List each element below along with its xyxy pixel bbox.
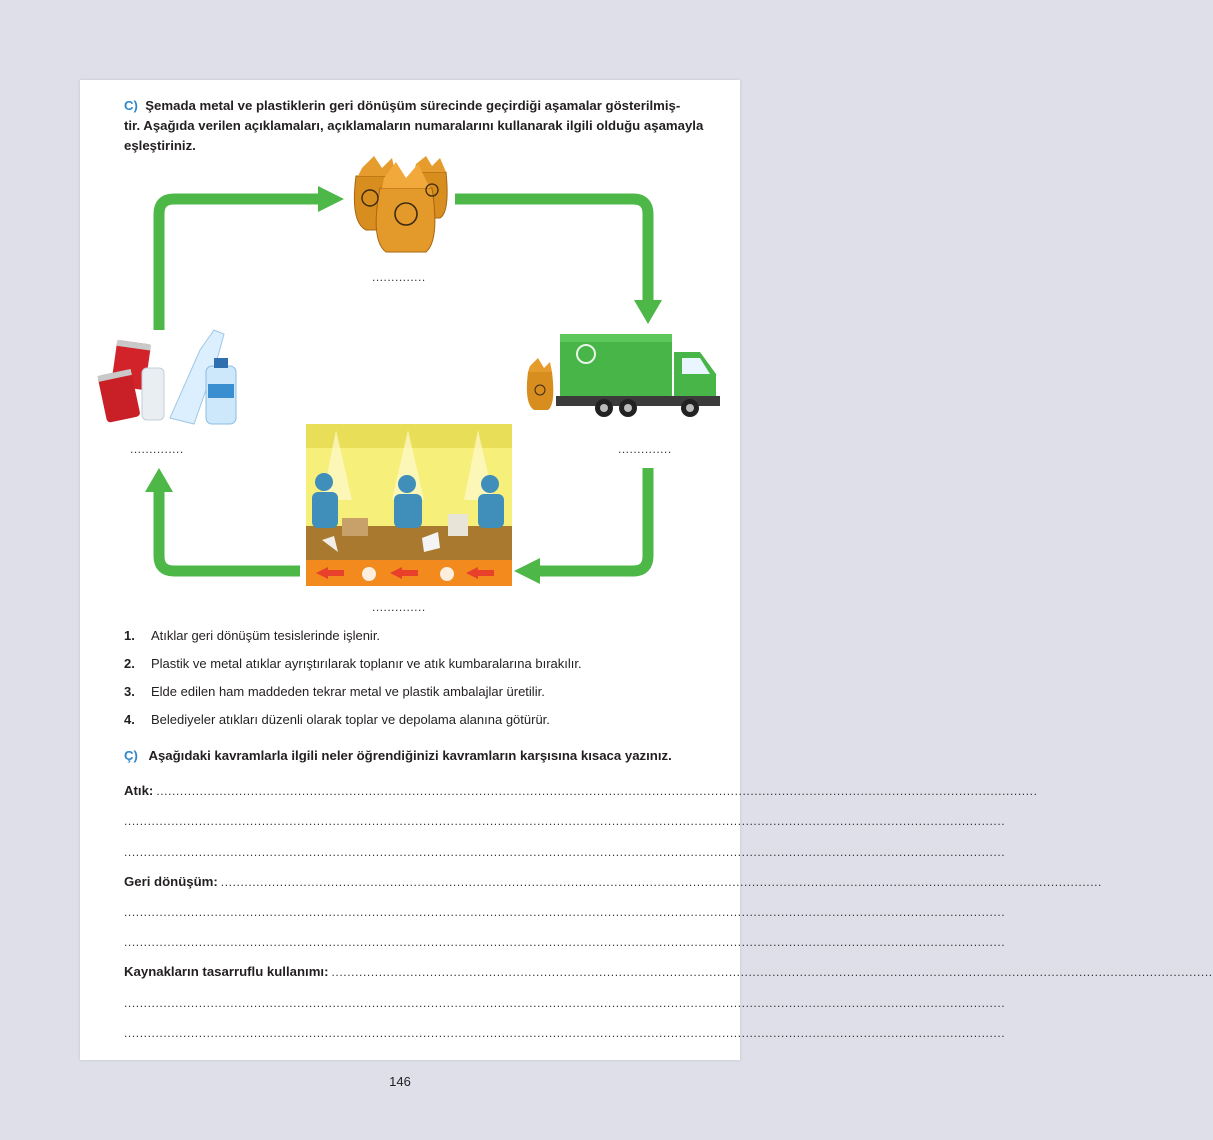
kaynak-label: Kaynakların tasarruflu kullanımı: (124, 964, 329, 979)
list-item (124, 656, 582, 671)
arrowhead-top (318, 186, 344, 212)
atik-label: Atık: (124, 783, 154, 798)
dotted-fill: ................................................................................................................................................................................................................................ (124, 996, 1006, 1010)
kaynak-answer-line-2[interactable] (124, 994, 1006, 1010)
blank-top-stage[interactable]: .............. (372, 270, 426, 284)
money-bags-icon (354, 156, 447, 252)
item-number: 2. (124, 656, 135, 671)
geri-donusum-label: Geri dönüşüm: (124, 874, 218, 889)
dotted-fill: ................................................................................................................................................................................................................................ (124, 814, 1006, 828)
section-c-line3: eşleştiriniz. (124, 138, 196, 153)
atik-answer-line[interactable] (124, 782, 1038, 798)
dotted-fill: ................................................................................................................................................................................................................................ (124, 905, 1006, 919)
recycling-facility-image (306, 424, 512, 586)
cans-and-bottles-icon (97, 330, 236, 424)
page-number: 146 (389, 1074, 411, 1089)
section-cc-instruction: Aşağıdaki kavramlarla ilgili neler öğrendiğinizi kavramların karşısına kısaca yazınız. (148, 748, 672, 763)
atik-answer-line-3[interactable] (124, 843, 1006, 859)
dotted-fill: ................................................................................................................................................................................................................................ (220, 875, 1102, 889)
blank-bottom-stage[interactable]: .............. (372, 600, 426, 614)
item-text: Atıklar geri dönüşüm tesislerinde işlenir. (151, 628, 381, 643)
blank-left-stage[interactable]: .............. (130, 442, 184, 456)
arrowhead-right (634, 300, 662, 324)
kaynak-answer-line-3[interactable] (124, 1024, 1006, 1040)
kaynak-answer-line[interactable] (124, 963, 1213, 979)
section-cc-line (124, 746, 672, 766)
item-text: Elde edilen ham maddeden tekrar metal ve plastik ambalajlar üretilir. (151, 684, 545, 699)
geri-donusum-answer-line-2[interactable] (124, 903, 1006, 919)
dotted-fill: ................................................................................................................................................................................................................................ (124, 935, 1006, 949)
geri-donusum-answer-line[interactable] (124, 873, 1102, 889)
blank-right-stage[interactable]: .............. (618, 442, 672, 456)
section-c-line2: tir. Aşağıda verilen açıklamaları, açıklamaların numaralarını kullanarak ilgili olduğu aşamayla (124, 118, 704, 133)
arrow-top-to-right (455, 199, 648, 300)
item-number: 1. (124, 628, 135, 643)
atik-answer-line-2[interactable] (124, 812, 1006, 828)
arrow-bottom-to-left (159, 492, 300, 571)
arrowhead-left (145, 468, 173, 492)
arrow-right-to-bottom (540, 468, 648, 571)
arrow-left-to-top (159, 199, 318, 330)
garbage-truck-icon (527, 334, 720, 417)
dotted-fill: ................................................................................................................................................................................................................................ (124, 1026, 1006, 1040)
list-item (124, 712, 550, 727)
item-text: Plastik ve metal atıklar ayrıştırılarak toplanır ve atık kumbaralarına bırakılır. (151, 656, 582, 671)
section-c-instruction-1: Şemada metal ve plastiklerin geri dönüşüm sürecinde geçirdiği aşamalar gösterilmiş- (145, 98, 681, 113)
item-number: 4. (124, 712, 135, 727)
arrowhead-bottom (514, 558, 540, 584)
dotted-fill: ................................................................................................................................................................................................................................ (124, 845, 1006, 859)
item-number: 3. (124, 684, 135, 699)
dotted-fill: ................................................................................................................................................................................................................................ (156, 784, 1038, 798)
section-c-letter: C) (124, 98, 138, 113)
list-item (124, 628, 380, 643)
geri-donusum-answer-line-3[interactable] (124, 933, 1006, 949)
item-text: Belediyeler atıkları düzenli olarak toplar ve depolama alanına götürür. (151, 712, 550, 727)
dotted-fill: ................................................................................................................................................................................................................................ (331, 965, 1213, 979)
section-cc-letter: Ç) (124, 748, 138, 763)
list-item (124, 684, 545, 699)
